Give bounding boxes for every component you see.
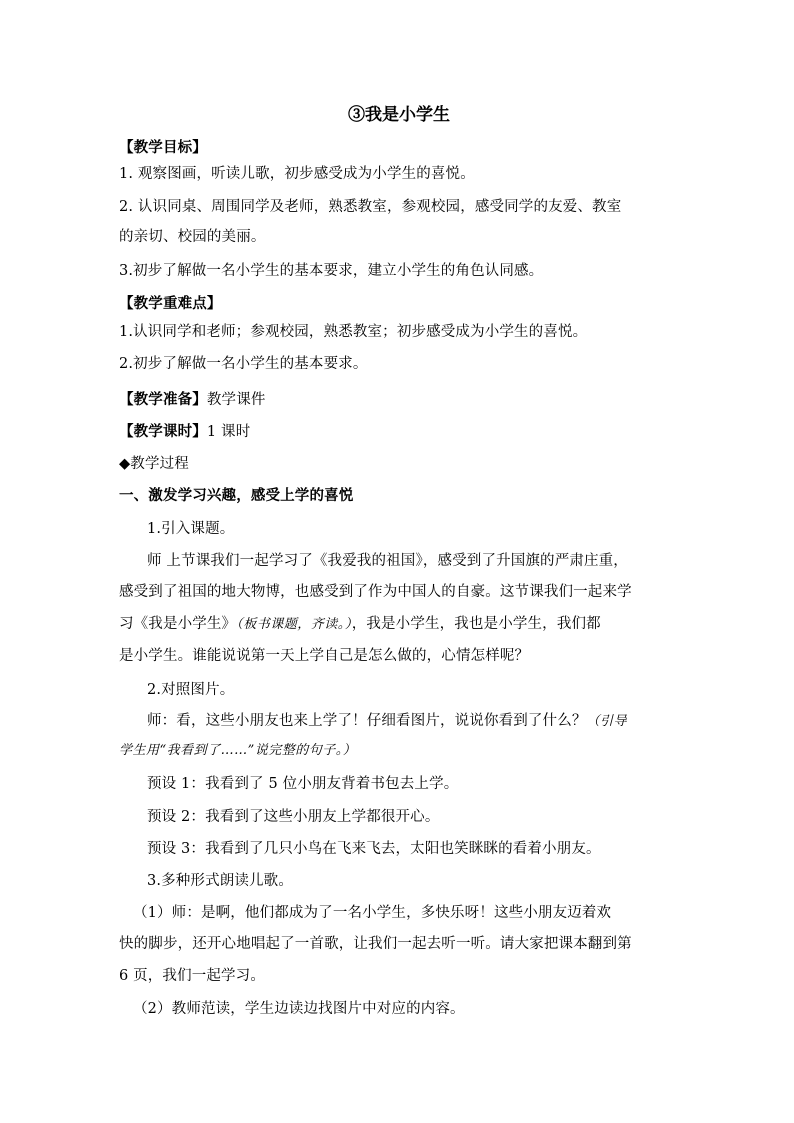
paragraph-1-line-3 (119, 613, 601, 636)
teaching-hours-label: 【教学课时】 (119, 423, 207, 440)
teaching-prep-value: 教学课件 (206, 392, 266, 408)
step-3-title: 3.多种形式朗读儿歌。 (147, 873, 293, 889)
process-heading: ◆教学过程 (119, 456, 189, 472)
step-1-title: 1.引入课题。 (147, 521, 235, 537)
page-title: ③我是小学生 (348, 105, 450, 125)
teaching-prep (119, 389, 266, 411)
goal-item-2-line-1: 2. 认识同桌、周围同学及老师，熟悉教室，参观校园，感受同学的友爱、教室 (119, 199, 622, 215)
paragraph-1-line-3-end: ，我是小学生，我也是小学生，我们都 (351, 616, 601, 632)
teaching-hours-value: 1 课时 (206, 424, 251, 440)
preset-1: 预设 1：我看到了 5 位小朋友背着书包去上学。 (147, 776, 459, 792)
preset-2: 预设 2：我看到了这些小朋友上学都很开心。 (147, 809, 440, 825)
goal-item-3: 3.初步了解做一名小学生的基本要求，建立小学生的角色认同感。 (119, 263, 544, 279)
key-points-heading: 【教学重难点】 (119, 295, 222, 312)
goal-item-2-line-2: 的亲切、校园的美丽。 (119, 229, 266, 245)
goal-item-1: 1. 观察图画，听读儿歌，初步感受成为小学生的喜悦。 (119, 166, 475, 182)
preset-3: 预设 3：我看到了几只小鸟在飞来飞去，太阳也笑眯眯的看着小朋友。 (147, 841, 601, 857)
step-2-title: 2.对照图片。 (147, 682, 235, 698)
sub-step-1-line-1: （1）师：是啊，他们都成为了一名小学生，多快乐呀！这些小朋友迈着欢 (133, 905, 612, 921)
paragraph-2-line-1 (147, 710, 627, 733)
paragraph-1-line-2: 感受到了祖国的地大物博，也感受到了作为中国人的自豪。这节课我们一起来学 (119, 584, 632, 600)
section-1-title: 一、激发学习兴趣，感受上学的喜悦 (119, 487, 354, 504)
paragraph-1-line-3-start: 习《我是小学生》 (119, 616, 237, 632)
guide-note-start: （引导 (586, 714, 628, 729)
guide-note-end: 学生用“我看到了……”说完整的句子。） (119, 743, 357, 758)
key-point-item-2: 2.初步了解做一名小学生的基本要求。 (119, 356, 368, 372)
goals-heading: 【教学目标】 (119, 139, 207, 156)
sub-step-1-line-2: 快的脚步，还开心地唱起了一首歌，让我们一起去听一听。请大家把课本翻到第 (119, 936, 632, 952)
paragraph-1-line-4: 是小学生。谁能说说第一天上学自己是怎么做的，心情怎样呢？ (119, 648, 530, 664)
paragraph-1-line-1: 师 上节课我们一起学习了《我爱我的祖国》，感受到了升国旗的严肃庄重， (147, 553, 628, 569)
board-note: （板书课题，齐读。） (236, 617, 352, 632)
teaching-prep-label: 【教学准备】 (119, 391, 207, 408)
teaching-hours (119, 421, 250, 443)
key-point-item-1: 1.认识同学和老师；参观校园，熟悉教室；初步感受成为小学生的喜悦。 (119, 324, 588, 340)
sub-step-2: （2）教师范读，学生边读边找图片中对应的内容。 (133, 1001, 465, 1017)
sub-step-1-line-3: 6 页，我们一起学习。 (119, 968, 265, 984)
paragraph-2-line-1-text: 师：看，这些小朋友也来上学了！仔细看图片，说说你看到了什么？ (147, 713, 587, 729)
